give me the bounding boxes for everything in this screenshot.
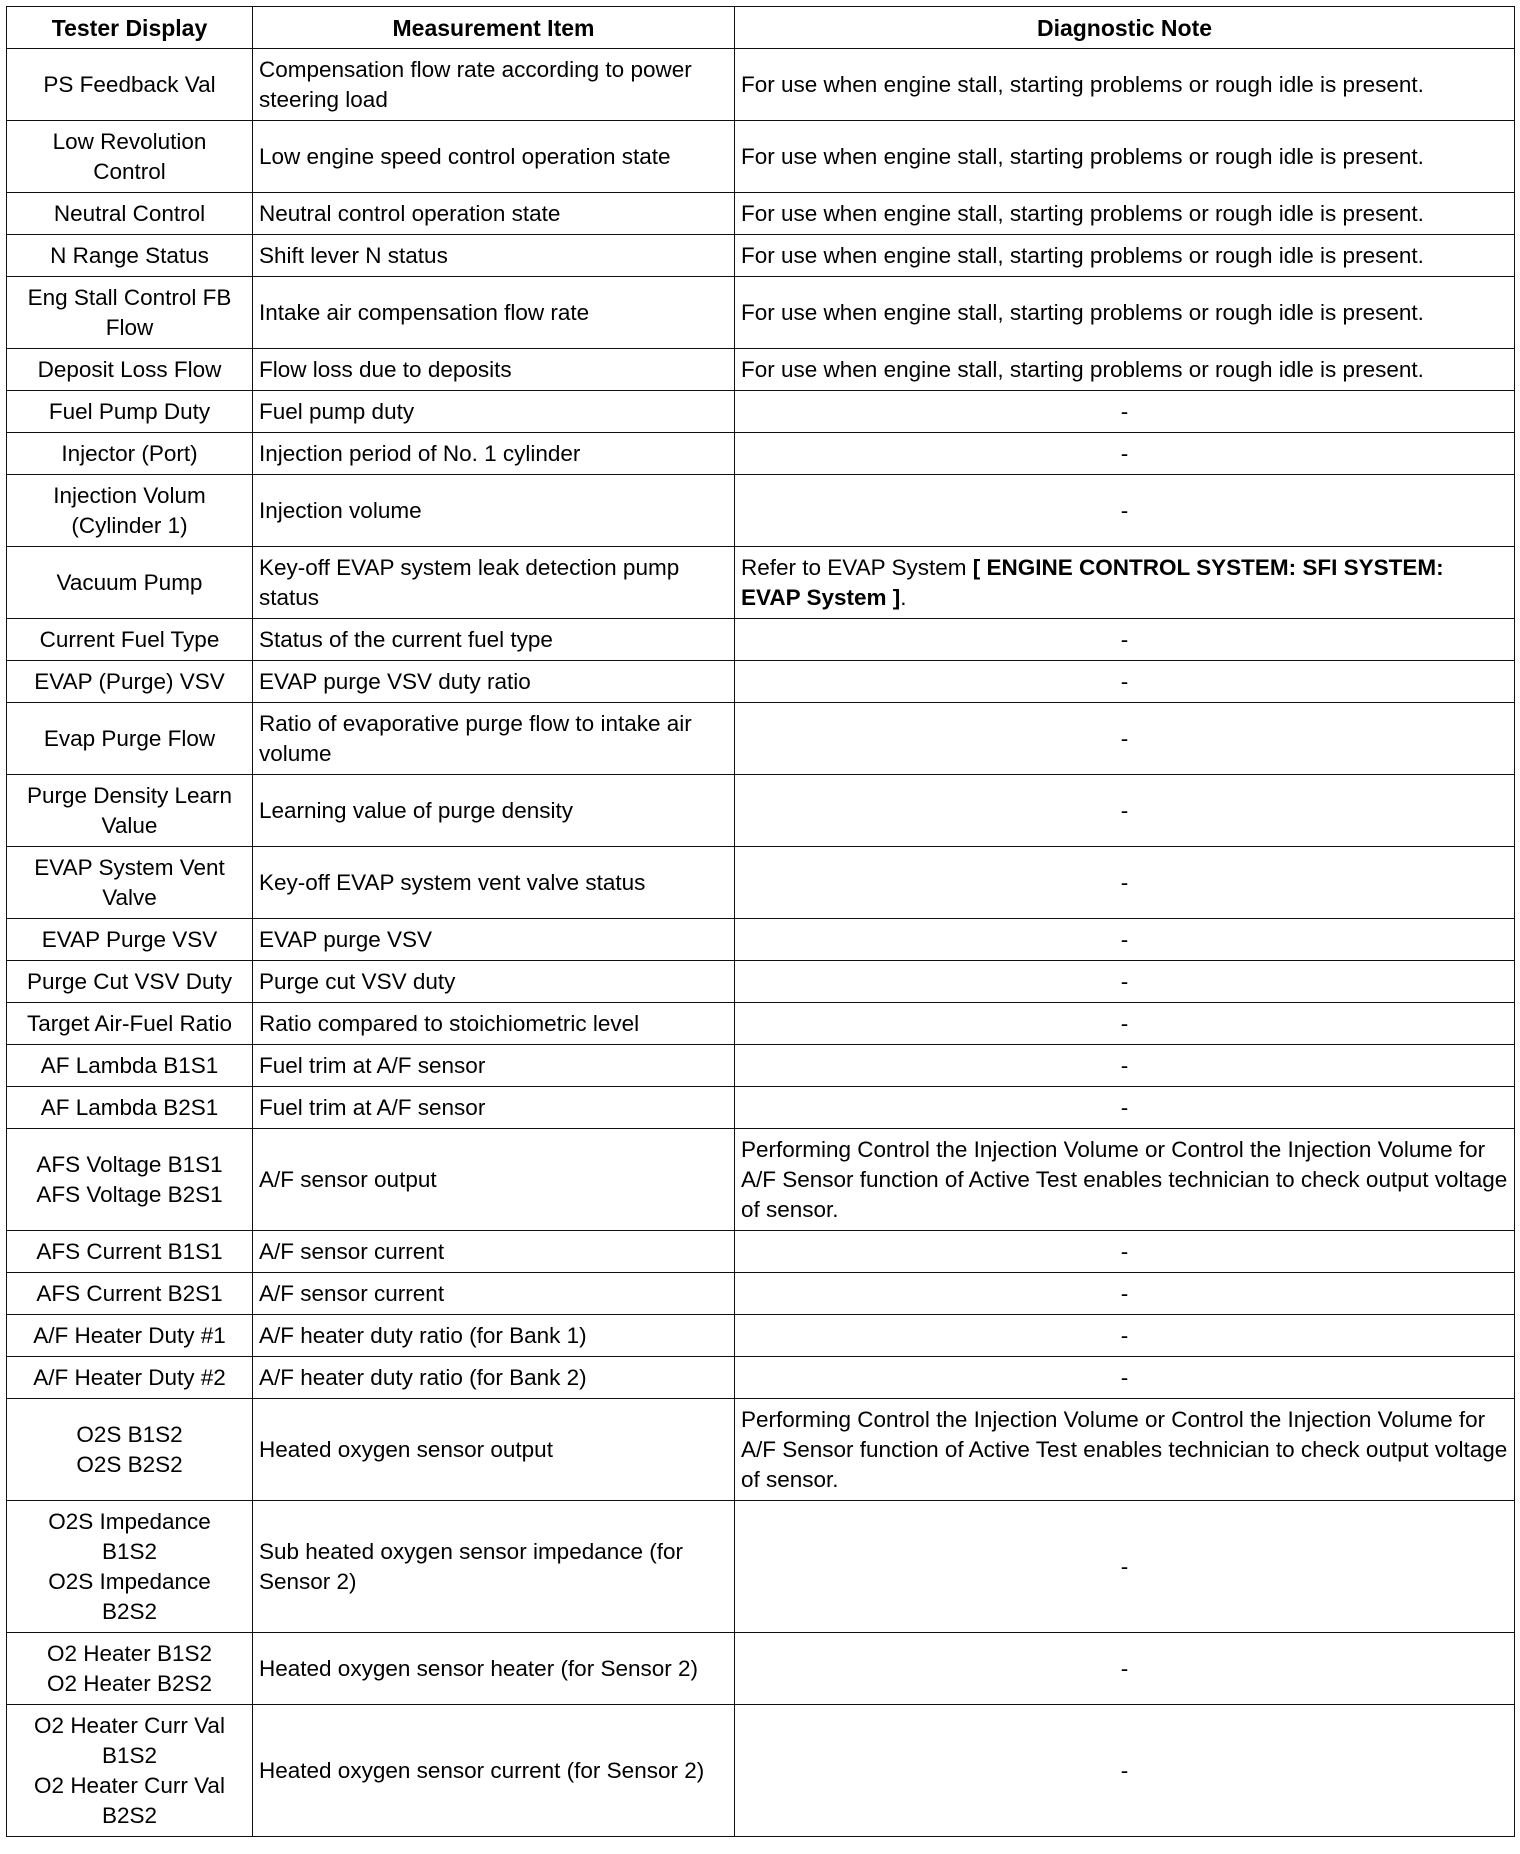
tester-display-text: EVAP (Purge) VSV [34, 668, 225, 694]
measurement-item-cell: Ratio compared to stoichiometric level [253, 1003, 735, 1045]
header-diagnostic-note: Diagnostic Note [735, 7, 1515, 49]
tester-display-text: AFS Current B2S1 [36, 1280, 223, 1306]
diagnostic-note-cell: For use when engine stall, starting problems or rough idle is present. [735, 121, 1515, 193]
header-tester-display: Tester Display [7, 7, 253, 49]
tester-display-text: O2S B2S2 [76, 1451, 183, 1477]
measurement-item-cell: Neutral control operation state [253, 193, 735, 235]
table-row [7, 661, 1515, 703]
table-row [7, 475, 1515, 547]
tester-display-cell [7, 49, 253, 121]
measurement-item-cell: A/F heater duty ratio (for Bank 1) [253, 1315, 735, 1357]
measurement-item-cell: A/F sensor current [253, 1273, 735, 1315]
diagnostic-note-cell: - [735, 1003, 1515, 1045]
tester-display-text: AFS Voltage B2S1 [36, 1181, 223, 1207]
tester-display-cell [7, 775, 253, 847]
measurement-item-cell: Low engine speed control operation state [253, 121, 735, 193]
tester-display-text: AF Lambda B1S1 [40, 1052, 219, 1078]
measurement-item-cell: Key-off EVAP system leak detection pump status [253, 547, 735, 619]
table-row [7, 121, 1515, 193]
diagnostic-note-cell: - [735, 847, 1515, 919]
tester-display-cell [7, 277, 253, 349]
tester-display-cell [7, 1045, 253, 1087]
measurement-item-cell: Heated oxygen sensor heater (for Sensor 2) [253, 1633, 735, 1705]
diagnostic-data-table [6, 6, 1515, 1837]
diagnostic-note-cell: - [735, 703, 1515, 775]
tester-display-text: B2S2 [101, 1802, 158, 1828]
tester-display-cell [7, 193, 253, 235]
tester-display-cell [7, 433, 253, 475]
diagnostic-note-cell: - [735, 619, 1515, 661]
tester-display-text: O2S Impedance [48, 1508, 211, 1534]
tester-display-text: Fuel Pump Duty [48, 398, 211, 424]
tester-display-text: Valve [102, 884, 157, 910]
table-row [7, 919, 1515, 961]
measurement-item-cell: Ratio of evaporative purge flow to intake air volume [253, 703, 735, 775]
tester-display-text: O2 Heater Curr Val [34, 1712, 225, 1738]
tester-display-cell [7, 1315, 253, 1357]
measurement-item-cell: Flow loss due to deposits [253, 349, 735, 391]
diagnostic-note-cell: - [735, 1273, 1515, 1315]
note-text: . [900, 584, 907, 610]
tester-display-text: (Cylinder 1) [71, 512, 188, 538]
measurement-item-cell: A/F heater duty ratio (for Bank 2) [253, 1357, 735, 1399]
table-row [7, 847, 1515, 919]
note-text: Refer to EVAP System [741, 554, 973, 580]
table-row [7, 1087, 1515, 1129]
tester-display-cell [7, 547, 253, 619]
tester-display-cell [7, 1273, 253, 1315]
tester-display-text: Current Fuel Type [39, 626, 220, 652]
table-row [7, 961, 1515, 1003]
tester-display-cell [7, 1633, 253, 1705]
measurement-item-cell: A/F sensor output [253, 1129, 735, 1231]
diagnostic-note-cell [735, 547, 1515, 619]
tester-display-text: B2S2 [101, 1598, 158, 1624]
table-header-row [7, 7, 1515, 49]
tester-display-cell [7, 919, 253, 961]
tester-display-text: Eng Stall Control FB [27, 284, 232, 310]
diagnostic-note-cell: - [735, 1705, 1515, 1837]
tester-display-cell [7, 1399, 253, 1501]
evap-system-reference-link[interactable]: [ ENGINE CONTROL SYSTEM: SFI SYSTEM: EVAP System ] [741, 554, 1444, 610]
table-row [7, 193, 1515, 235]
diagnostic-note-cell: Performing Control the Injection Volume or Control the Injection Volume for A/F Sensor function of Active Test enables technician to check output voltage of sensor. [735, 1399, 1515, 1501]
diagnostic-note-cell: - [735, 1045, 1515, 1087]
tester-display-text: Flow [105, 314, 154, 340]
measurement-item-cell: Key-off EVAP system vent valve status [253, 847, 735, 919]
table-row [7, 1273, 1515, 1315]
tester-display-text: AFS Voltage B1S1 [36, 1151, 223, 1177]
table-row [7, 775, 1515, 847]
tester-display-cell [7, 1705, 253, 1837]
table-row [7, 1357, 1515, 1399]
header-measurement-item: Measurement Item [253, 7, 735, 49]
tester-display-text: Value [101, 812, 158, 838]
measurement-item-cell: Learning value of purge density [253, 775, 735, 847]
tester-display-cell [7, 1357, 253, 1399]
measurement-item-cell: Shift lever N status [253, 235, 735, 277]
table-row [7, 49, 1515, 121]
table-row [7, 619, 1515, 661]
diagnostic-note-cell: Performing Control the Injection Volume or Control the Injection Volume for A/F Sensor function of Active Test enables technician to check output voltage of sensor. [735, 1129, 1515, 1231]
tester-display-cell [7, 661, 253, 703]
table-row [7, 277, 1515, 349]
tester-display-cell [7, 121, 253, 193]
tester-display-text: N Range Status [50, 242, 209, 268]
diagnostic-note-cell: - [735, 1633, 1515, 1705]
tester-display-text: O2 Heater Curr Val [34, 1772, 225, 1798]
tester-display-cell [7, 1231, 253, 1273]
measurement-item-cell: A/F sensor current [253, 1231, 735, 1273]
table-row [7, 547, 1515, 619]
measurement-item-cell: Heated oxygen sensor output [253, 1399, 735, 1501]
tester-display-text: EVAP System Vent [34, 854, 225, 880]
tester-display-cell [7, 349, 253, 391]
table-row [7, 1399, 1515, 1501]
tester-display-cell [7, 961, 253, 1003]
tester-display-text: B1S2 [101, 1538, 158, 1564]
diagnostic-note-cell: - [735, 1231, 1515, 1273]
tester-display-cell [7, 847, 253, 919]
tester-display-text: Injection Volum [53, 482, 206, 508]
table-row [7, 1633, 1515, 1705]
table-row [7, 1705, 1515, 1837]
tester-display-cell [7, 1501, 253, 1633]
tester-display-text: AFS Current B1S1 [36, 1238, 223, 1264]
measurement-item-cell: Injection period of No. 1 cylinder [253, 433, 735, 475]
diagnostic-note-cell: - [735, 433, 1515, 475]
tester-display-text: B1S2 [101, 1742, 158, 1768]
table-row [7, 1231, 1515, 1273]
tester-display-text: Neutral Control [53, 200, 206, 226]
tester-display-cell [7, 1003, 253, 1045]
measurement-item-cell: Injection volume [253, 475, 735, 547]
measurement-item-cell: Fuel trim at A/F sensor [253, 1087, 735, 1129]
measurement-item-cell: Compensation flow rate according to power steering load [253, 49, 735, 121]
tester-display-text: AF Lambda B2S1 [40, 1094, 219, 1120]
table-row [7, 433, 1515, 475]
measurement-item-cell: Purge cut VSV duty [253, 961, 735, 1003]
tester-display-text: Purge Cut VSV Duty [26, 968, 233, 994]
diagnostic-note-cell: - [735, 1501, 1515, 1633]
table-row [7, 1315, 1515, 1357]
tester-display-text: O2 Heater B1S2 [46, 1640, 213, 1666]
measurement-item-cell: Status of the current fuel type [253, 619, 735, 661]
table-row [7, 235, 1515, 277]
tester-display-text: Deposit Loss Flow [37, 356, 222, 382]
tester-display-text: A/F Heater Duty #1 [33, 1322, 226, 1348]
table-row [7, 391, 1515, 433]
tester-display-text: Vacuum Pump [56, 569, 203, 595]
diagnostic-note-cell: - [735, 1087, 1515, 1129]
tester-display-text: Target Air-Fuel Ratio [26, 1010, 233, 1036]
table-row [7, 1501, 1515, 1633]
tester-display-text: PS Feedback Val [43, 71, 216, 97]
diagnostic-note-cell: For use when engine stall, starting problems or rough idle is present. [735, 277, 1515, 349]
measurement-item-cell: Fuel trim at A/F sensor [253, 1045, 735, 1087]
tester-display-text: EVAP Purge VSV [41, 926, 218, 952]
measurement-item-cell: Intake air compensation flow rate [253, 277, 735, 349]
table-row [7, 349, 1515, 391]
diagnostic-note-cell: - [735, 1357, 1515, 1399]
tester-display-text: Injector (Port) [61, 440, 198, 466]
diagnostic-note-cell: - [735, 475, 1515, 547]
measurement-item-cell: Sub heated oxygen sensor impedance (for Sensor 2) [253, 1501, 735, 1633]
measurement-item-cell: Heated oxygen sensor current (for Sensor 2) [253, 1705, 735, 1837]
tester-display-text: Purge Density Learn [26, 782, 233, 808]
measurement-item-cell: Fuel pump duty [253, 391, 735, 433]
tester-display-cell [7, 235, 253, 277]
diagnostic-note-cell: - [735, 391, 1515, 433]
measurement-item-cell: EVAP purge VSV [253, 919, 735, 961]
diagnostic-note-cell: For use when engine stall, starting problems or rough idle is present. [735, 193, 1515, 235]
diagnostic-note-cell: - [735, 961, 1515, 1003]
diagnostic-note-cell: For use when engine stall, starting problems or rough idle is present. [735, 49, 1515, 121]
tester-display-cell [7, 475, 253, 547]
tester-display-text: A/F Heater Duty #2 [33, 1364, 226, 1390]
tester-display-cell [7, 1129, 253, 1231]
measurement-item-cell: EVAP purge VSV duty ratio [253, 661, 735, 703]
diagnostic-note-cell: - [735, 661, 1515, 703]
diagnostic-note-cell: - [735, 1315, 1515, 1357]
tester-display-cell [7, 391, 253, 433]
table-row [7, 703, 1515, 775]
tester-display-text: O2S Impedance [48, 1568, 211, 1594]
diagnostic-note-cell: - [735, 775, 1515, 847]
table-row [7, 1003, 1515, 1045]
table-row [7, 1129, 1515, 1231]
tester-display-cell [7, 1087, 253, 1129]
tester-display-text: Low Revolution [52, 128, 207, 154]
diagnostic-note-cell: For use when engine stall, starting problems or rough idle is present. [735, 349, 1515, 391]
diagnostic-note-cell: For use when engine stall, starting problems or rough idle is present. [735, 235, 1515, 277]
tester-display-text: O2 Heater B2S2 [46, 1670, 213, 1696]
tester-display-text: O2S B1S2 [76, 1421, 183, 1447]
tester-display-cell [7, 619, 253, 661]
tester-display-text: Control [93, 158, 166, 184]
table-row [7, 1045, 1515, 1087]
diagnostic-note-cell: - [735, 919, 1515, 961]
tester-display-text: Evap Purge Flow [43, 725, 216, 751]
tester-display-cell [7, 703, 253, 775]
